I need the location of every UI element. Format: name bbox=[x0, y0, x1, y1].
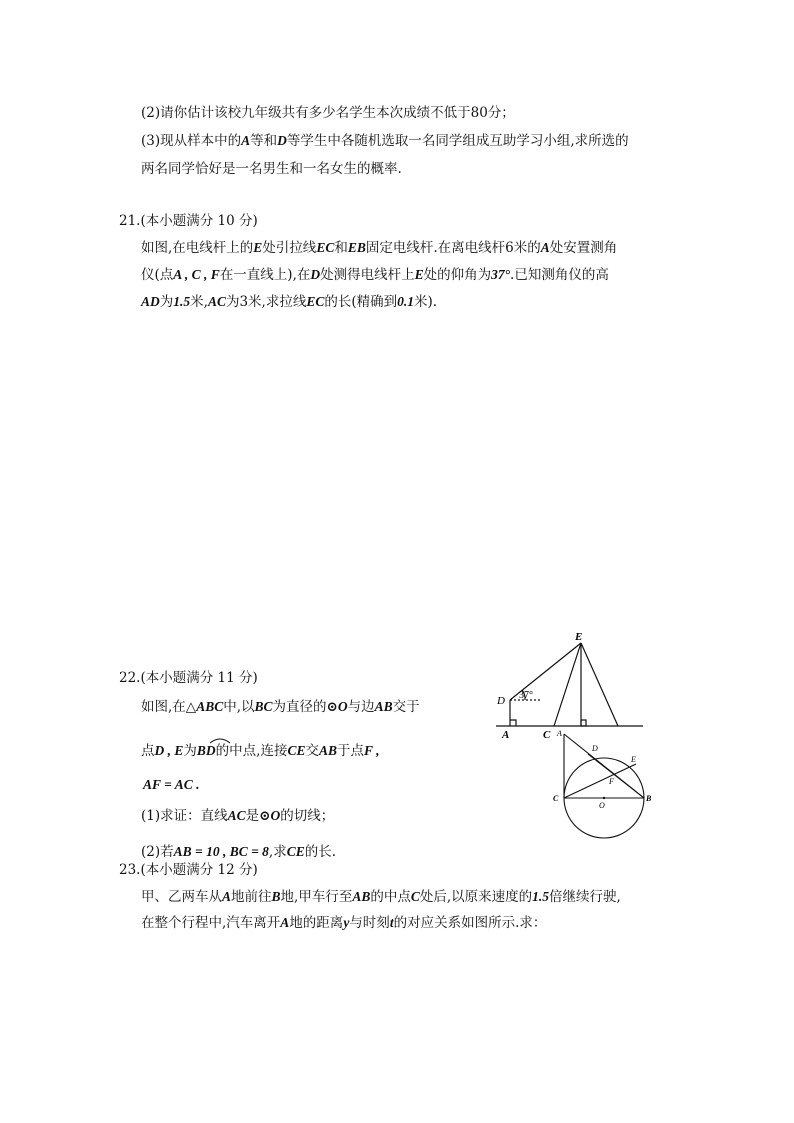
label-F: F bbox=[609, 777, 614, 786]
q22-line-1 bbox=[141, 697, 420, 717]
text: 3 bbox=[239, 294, 249, 310]
label-E: E bbox=[631, 755, 636, 764]
text: (2)请你估计该校九年级共有多少名学生本次成绩不低于 bbox=[141, 105, 471, 121]
q20-line-2 bbox=[141, 103, 515, 123]
text: 点 bbox=[141, 743, 155, 759]
text: (3)现从样本中的 bbox=[141, 133, 242, 149]
text: 交 bbox=[305, 743, 319, 759]
math: ⊙O bbox=[259, 808, 281, 823]
arc-mark bbox=[209, 736, 231, 744]
label-O: O bbox=[599, 801, 605, 810]
text: 的中点,连接 bbox=[215, 743, 288, 759]
text: 仪(点 bbox=[141, 267, 174, 283]
math: AB bbox=[352, 889, 371, 904]
text: 处引拉线 bbox=[262, 240, 317, 256]
label-A: A bbox=[502, 729, 510, 740]
q21-figure bbox=[488, 628, 648, 740]
label-E: E bbox=[575, 631, 583, 643]
text: 的长. bbox=[304, 844, 337, 860]
math: F , bbox=[363, 743, 380, 758]
math: A bbox=[280, 915, 290, 930]
line-EB bbox=[581, 643, 618, 726]
text: (2)若 bbox=[141, 844, 174, 860]
q23-line-1 bbox=[141, 887, 621, 907]
text: 为 bbox=[159, 294, 174, 310]
math: AC bbox=[227, 808, 246, 823]
text: 固定电线杆.在离电线杆 bbox=[365, 240, 506, 256]
text: 米,求拉线 bbox=[248, 294, 307, 310]
math: CE bbox=[286, 844, 305, 859]
text: 为直径的 bbox=[272, 699, 327, 715]
text: △ bbox=[185, 699, 197, 715]
text: 的长(精确到 bbox=[324, 294, 398, 310]
text: 是 bbox=[245, 808, 260, 824]
q23-line-2 bbox=[141, 913, 546, 933]
text: 的对应关系如图所示.求： bbox=[393, 915, 547, 931]
text: (1)求证：直线 bbox=[141, 808, 228, 824]
text: 和 bbox=[334, 240, 348, 256]
math: A bbox=[222, 889, 232, 904]
math: 1.5 bbox=[173, 294, 191, 309]
q21-line-1 bbox=[141, 238, 617, 258]
text: 如图,在电线杆上的 bbox=[141, 240, 254, 256]
text: 6 bbox=[505, 240, 514, 256]
label-angle: 37° bbox=[519, 690, 533, 701]
math: C bbox=[410, 889, 420, 904]
math: BD bbox=[196, 743, 216, 758]
text: 在一直线上),在 bbox=[219, 267, 311, 283]
math: B bbox=[271, 889, 281, 904]
text: 处测得电线杆上 bbox=[320, 267, 415, 283]
label-D: D bbox=[592, 744, 598, 753]
text: 分； bbox=[487, 105, 515, 121]
text: 处后,以原来速度的 bbox=[419, 889, 533, 905]
center-dot bbox=[603, 797, 605, 799]
math: AB bbox=[318, 743, 337, 758]
math: E bbox=[414, 267, 424, 282]
text: 的切线； bbox=[280, 808, 335, 824]
segment-CE bbox=[564, 764, 636, 798]
q21-header: 21.(本小题满分 10 分) bbox=[119, 213, 258, 229]
text: 倍继续行驶, bbox=[549, 889, 621, 905]
text: 交于 bbox=[392, 699, 420, 715]
text: 处安置测角 bbox=[549, 240, 618, 256]
text: 与边 bbox=[347, 699, 375, 715]
q22-line-3: AF = AC . bbox=[143, 777, 200, 792]
math: AB = 10 , BC = 8 bbox=[173, 844, 269, 859]
math: A bbox=[241, 133, 251, 148]
label-B: B bbox=[646, 794, 652, 803]
text: 为 bbox=[183, 743, 197, 759]
text: .已知测角仪的高 bbox=[510, 267, 609, 283]
math: 1.5 bbox=[532, 889, 550, 904]
math: t bbox=[389, 915, 394, 930]
text: 80 bbox=[470, 105, 488, 121]
label-A: A bbox=[557, 729, 562, 738]
text: 为 bbox=[225, 294, 240, 310]
text: 等和 bbox=[250, 133, 278, 149]
q22-header: 22.(本小题满分 11 分) bbox=[119, 670, 258, 686]
math: D , E bbox=[154, 743, 184, 758]
math: AD bbox=[141, 294, 160, 309]
math: 0.1 bbox=[397, 294, 415, 309]
right-angle-pole bbox=[581, 720, 586, 726]
math: D bbox=[310, 267, 321, 282]
text: 于点 bbox=[336, 743, 364, 759]
math: AC bbox=[207, 294, 226, 309]
text: 中,以 bbox=[223, 699, 255, 715]
math: D bbox=[277, 133, 287, 148]
label-D: D bbox=[497, 695, 505, 707]
math: ABC bbox=[196, 699, 224, 714]
math: EB bbox=[347, 240, 366, 255]
math: BC bbox=[254, 699, 273, 714]
text: 等学生中各随机选取一名同学组成互助学习小组,求所选的 bbox=[286, 133, 629, 149]
math: EC bbox=[316, 240, 335, 255]
q22-figure bbox=[548, 728, 660, 840]
text: ,求 bbox=[268, 844, 287, 860]
math: CE bbox=[287, 743, 306, 758]
line-EC bbox=[554, 643, 581, 726]
text: 地的距离 bbox=[289, 915, 344, 931]
math: y bbox=[343, 915, 350, 930]
math: 37° bbox=[491, 267, 511, 282]
q22-line-5 bbox=[141, 842, 336, 862]
q23-header: 23.(本小题满分 12 分) bbox=[119, 862, 258, 878]
right-angle-A bbox=[510, 720, 516, 726]
math: A bbox=[540, 240, 550, 255]
label-C: C bbox=[543, 729, 551, 740]
math: E bbox=[253, 240, 263, 255]
text: 米). bbox=[414, 294, 438, 310]
q21-line-2 bbox=[141, 265, 609, 285]
text: 地前往 bbox=[231, 889, 272, 905]
text: 的中点 bbox=[370, 889, 411, 905]
text: 在整个行程中,汽车离开 bbox=[141, 915, 281, 931]
text: 地,甲车行至 bbox=[280, 889, 353, 905]
q20-line-4: 两名同学恰好是一名男生和一名女生的概率. bbox=[141, 161, 402, 177]
label-C: C bbox=[553, 794, 559, 803]
q20-line-3 bbox=[141, 131, 629, 151]
math: EC bbox=[306, 294, 325, 309]
q22-line-2 bbox=[141, 741, 380, 761]
math: ⊙O bbox=[326, 699, 348, 714]
q21-line-3 bbox=[141, 292, 437, 312]
text: 处的仰角为 bbox=[423, 267, 492, 283]
text: 与时刻 bbox=[349, 915, 390, 931]
math: A , C , F bbox=[173, 267, 220, 282]
math: AB bbox=[374, 699, 393, 714]
q22-line-4 bbox=[141, 806, 334, 826]
text: 如图,在 bbox=[141, 699, 186, 715]
text: 米的 bbox=[513, 240, 541, 256]
text: 甲、乙两车从 bbox=[141, 889, 222, 905]
text: 米, bbox=[190, 294, 208, 310]
